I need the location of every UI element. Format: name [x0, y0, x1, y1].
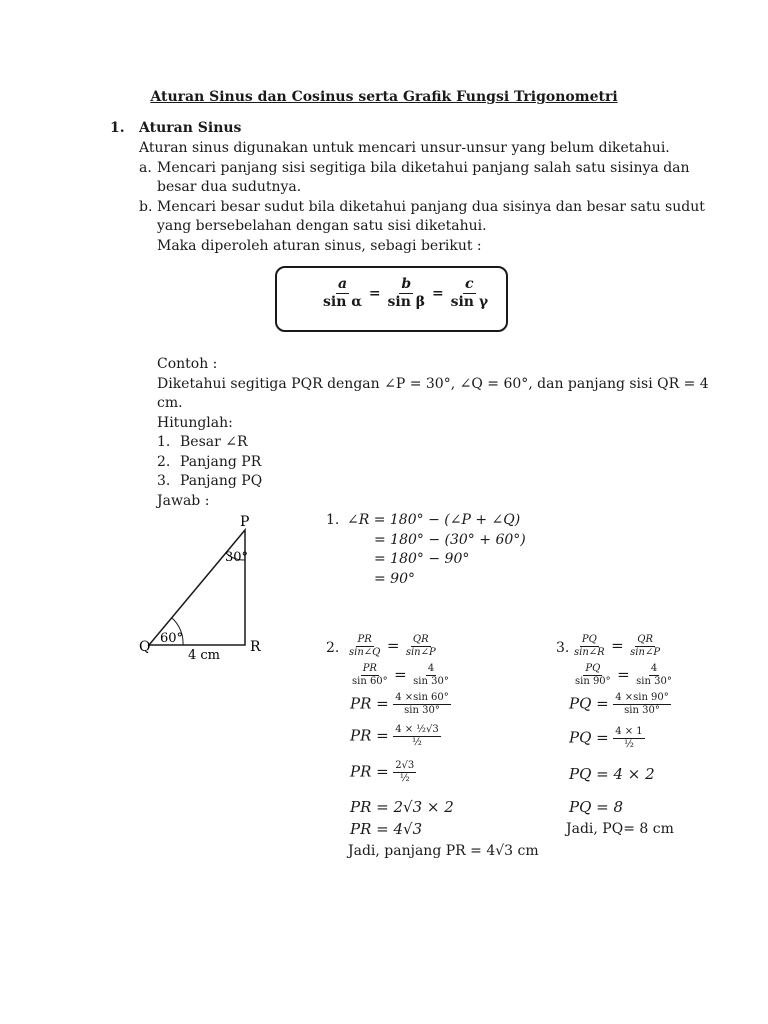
item-b-line1: Mencari besar sudut bila diketahui panjang dua sisinya dan besar satu sudut [157, 199, 705, 215]
solution-2-step4: PR = $\frac{\text{4 × ½√3}}{\text{½}}$ [350, 724, 439, 748]
question-2-text: Panjang PR [180, 454, 262, 470]
solution-1-line2: = 180° − (30° + 60°) [374, 532, 526, 548]
example-given-line2: cm. [157, 395, 183, 411]
triangle-shape [149, 530, 245, 645]
document-title: Aturan Sinus dan Cosinus serta Grafik Fungsi Trigonometri [150, 89, 618, 105]
question-1-number: 1. [157, 434, 171, 450]
vertex-r-label: R [250, 639, 261, 655]
item-a-line1: Mencari panjang sisi segitiga bila diketahui panjang salah satu sisinya dan [157, 160, 690, 176]
answer-label: Jawab : [157, 493, 210, 509]
solution-2-number: 2. [326, 640, 340, 656]
example-given-line1: Diketahui segitiga PQR dengan ∠P = 30°, ∠Q = 60°, dan panjang sisi QR = 4 [157, 376, 709, 392]
angle-p-label: 30° [225, 550, 249, 565]
example-ask: Hitunglah: [157, 415, 233, 431]
solution-2-step3: PR = $\frac{4 \times\sin 60^\circ}{\sin 30^\circ}$ [350, 692, 449, 716]
solution-2-step1: $\frac{PR}{\sin\angle Q}$ = $\frac{QR}{\sin\angle P}$ [349, 634, 436, 658]
solution-1-number: 1. [326, 512, 340, 528]
solution-3-step1: $\frac{PQ}{\sin\angle R}$ = $\frac{QR}{\sin\angle P}$ [574, 634, 661, 658]
solution-2-conclusion: Jadi, panjang PR = 4√3 cm [348, 843, 539, 859]
item-marker-a: a. [139, 160, 152, 176]
example-label: Contoh : [157, 356, 218, 372]
solution-2-step6: PR = 2√3 × 2 [350, 798, 454, 816]
solution-3-step2: $\frac{PQ}{\sin 90^\circ}$ = $\frac{4}{\sin 30^\circ}$ [575, 663, 672, 687]
solution-3-step3: PQ = $\frac{4 \times\sin 90^\circ}{\sin 30^\circ}$ [569, 692, 669, 716]
item-marker-b: b. [139, 199, 153, 215]
triangle-pqr-diagram [135, 510, 275, 665]
side-qr-label: 4 cm [188, 648, 221, 663]
vertex-p-label: P [240, 514, 250, 530]
solution-1-line1: ∠R = 180° − (∠P + ∠Q) [347, 512, 521, 528]
solution-3-conclusion: Jadi, PQ= 8 cm [566, 821, 674, 837]
solution-3-step5: PQ = 4 × 2 [569, 765, 655, 783]
question-2-number: 2. [157, 454, 171, 470]
question-3-number: 3. [157, 473, 171, 489]
item-a-line2: besar dua sudutnya. [157, 179, 302, 195]
angle-q-label: 60° [160, 631, 184, 646]
sine-rule-formula: $\frac{a}{\text{sin α}}$ = $\frac{b}{\text{sin β}}$ = $\frac{c}{\text{sin γ}}$ [323, 276, 489, 310]
solution-3-number: 3. [556, 640, 570, 656]
solution-3-step4: PQ = $\frac{4 \times 1}{\text{½}}$ [569, 726, 643, 750]
solution-3-step6: PQ = 8 [569, 798, 624, 816]
solution-2-step5: PR = $\frac{2√3}{\text{½}}$ [350, 760, 415, 784]
conclusion-text: Maka diperoleh aturan sinus, sebagi berikut : [157, 238, 482, 254]
solution-1-line4: = 90° [374, 571, 415, 587]
vertex-q-label: Q [139, 639, 151, 655]
item-b-line2: yang bersebelahan dengan satu sisi diketahui. [157, 218, 487, 234]
question-3-text: Panjang PQ [180, 473, 263, 489]
solution-1-line3: = 180° − 90° [374, 551, 470, 567]
section-heading: Aturan Sinus [139, 120, 242, 136]
solution-2-step2: $\frac{PR}{\sin 60^\circ}$ = $\frac{4}{\sin 30^\circ}$ [352, 663, 449, 687]
question-1-text: Besar ∠R [180, 434, 248, 450]
intro-text: Aturan sinus digunakan untuk mencari unsur-unsur yang belum diketahui. [139, 140, 670, 156]
solution-2-step7: PR = 4√3 [350, 820, 423, 838]
section-number: 1. [110, 120, 125, 136]
